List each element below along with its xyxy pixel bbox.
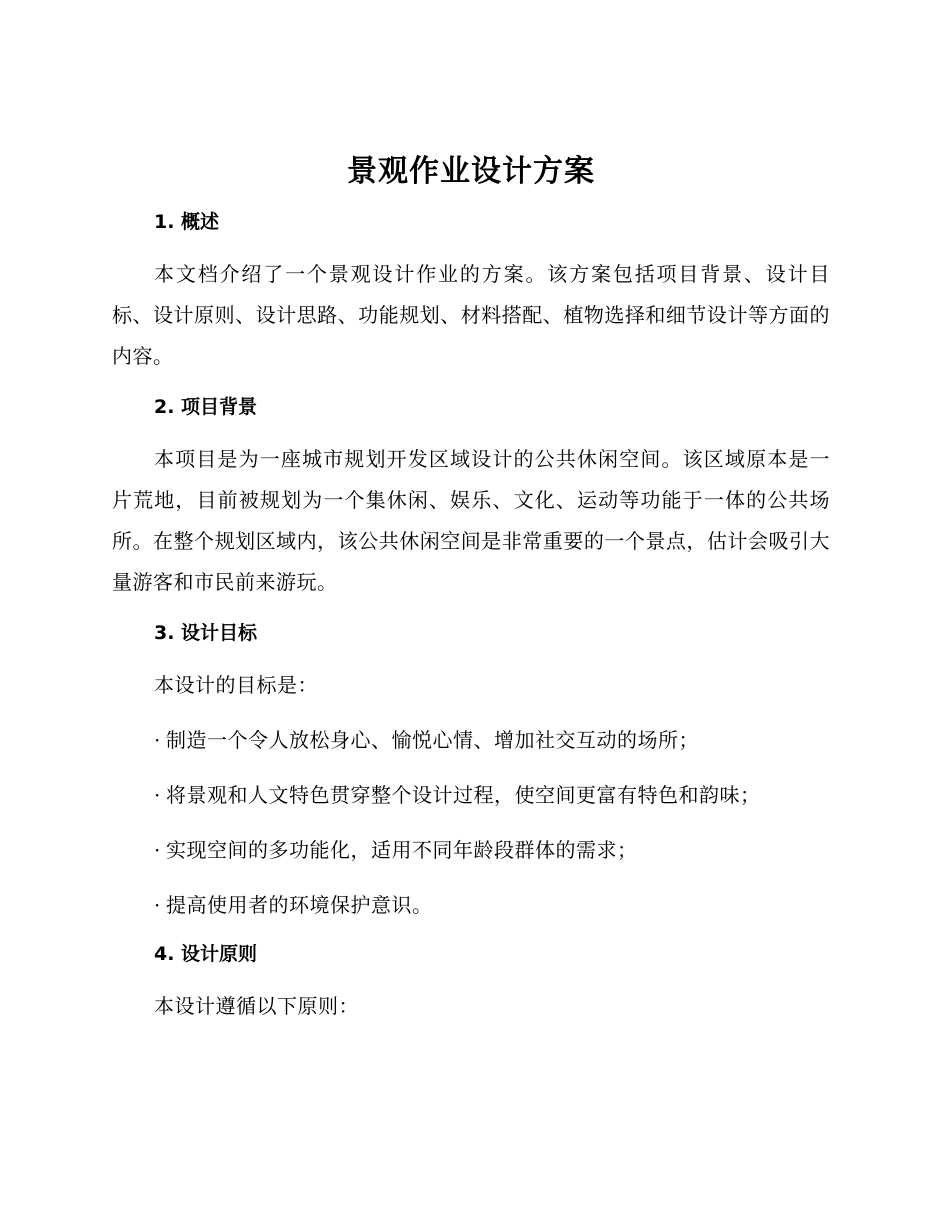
list-item-text: 提高使用者的环境保护意识。 — [166, 893, 433, 917]
section-design-principles — [112, 940, 830, 1027]
section-heading: 2. 项目背景 — [154, 396, 258, 418]
section-heading: 1. 概述 — [154, 211, 220, 233]
document-page — [112, 150, 830, 1041]
goals-list — [112, 720, 830, 926]
section-heading: 3. 设计目标 — [154, 622, 258, 644]
section-design-goals — [112, 619, 830, 926]
section-intro: 本设计遵循以下原则： — [154, 994, 359, 1018]
list-item — [154, 775, 830, 816]
document-title: 景观作业设计方案 — [347, 154, 595, 189]
bullet-mark: · — [154, 728, 161, 752]
section-paragraph: 本文档介绍了一个景观设计作业的方案。该方案包括项目背景、设计目标、设计原则、设计思路、功能规划、材料搭配、植物选择和细节设计等方面的内容。 — [112, 262, 830, 368]
section-overview — [112, 208, 830, 377]
bullet-mark: · — [154, 893, 161, 917]
list-item — [154, 830, 830, 871]
list-item — [154, 885, 830, 926]
list-item-text: 将景观和人文特色贯穿整个设计过程，使空间更富有特色和韵味； — [166, 783, 761, 807]
bullet-mark: · — [154, 838, 161, 862]
list-item-text: 制造一个令人放松身心、愉悦心情、增加社交互动的场所； — [166, 728, 699, 752]
list-item-text: 实现空间的多功能化，适用不同年龄段群体的需求； — [166, 838, 638, 862]
list-item — [154, 720, 830, 761]
section-heading: 4. 设计原则 — [154, 943, 258, 965]
section-paragraph: 本项目是为一座城市规划开发区域设计的公共休闲空间。该区域原本是一片荒地，目前被规划为一个集休闲、娱乐、文化、运动等功能于一体的公共场所。在整个规划区域内，该公共休闲空间是非常重要的一个景点，估计会吸引大量游客和市民前来游玩。 — [112, 447, 830, 594]
section-intro: 本设计的目标是： — [154, 673, 318, 697]
section-project-background — [112, 393, 830, 603]
bullet-mark: · — [154, 783, 161, 807]
